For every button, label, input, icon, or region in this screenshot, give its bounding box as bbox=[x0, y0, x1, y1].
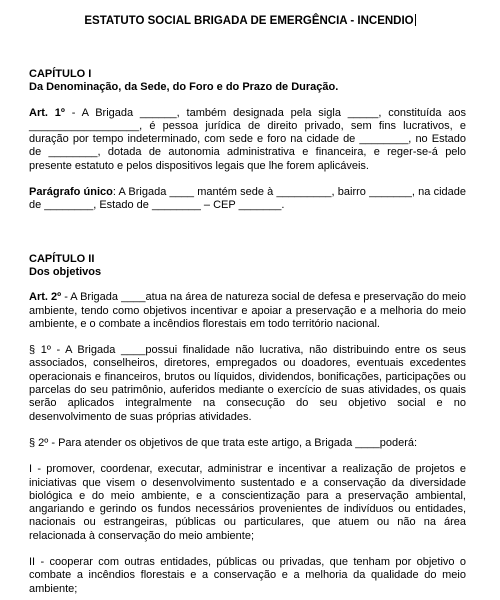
paragrafo-unico-text: : A Brigada ____ mantém sede à _________, bairro _______, na cidade de ________, Estado de ________ – CEP _______. bbox=[29, 186, 466, 212]
chapter-2-heading: CAPÍTULO II bbox=[29, 252, 95, 265]
article-2-text: - A Brigada ____atua na área de natureza social de defesa e preservação do meio ambiente, tendo como objetivos incentivar e apoiar a preservação e a melhoria do meio ambiente, e o combate a incêndios florestais em todo território nacional. bbox=[29, 291, 466, 330]
chapter-1-subheading: Da Denominação, da Sede, do Foro e do Prazo de Duração. bbox=[29, 81, 339, 94]
article-2-label: Art. 2º bbox=[29, 291, 62, 304]
chapter-2-subheading: Dos objetivos bbox=[29, 265, 102, 278]
item-i: I - promover, coordenar, executar, administrar e incentivar a realização de projetos e iniciativas que visem o desenvolvimento sustentado e a conservação da diversidade biológica e do meio ambiente, e a conscientização para a preservação ambiental, angariando e gerindo os fundos necessários provenientes de indivíduos ou entidades, nacionais ou estrangeiras, públicas ou particulares, que atuem ou não na área relacionada à conservação do meio ambiente; bbox=[29, 463, 466, 542]
document-title: ESTATUTO SOCIAL BRIGADA DE EMERGÊNCIA - INCENDIO bbox=[84, 15, 414, 27]
document-body bbox=[29, 68, 466, 596]
chapter-1-heading: CAPÍTULO I bbox=[29, 68, 92, 80]
paragrafo-unico-label: Parágrafo único bbox=[29, 186, 113, 199]
article-2 bbox=[29, 291, 466, 331]
paragraph-2: § 2º - Para atender os objetivos de que trata este artigo, a Brigada ____poderá: bbox=[29, 436, 418, 449]
article-1-text: - A Brigada ______, também designada pela sigla _____, constituída aos __________________, é pessoa jurídica de direito privado, sem fins lucrativos, e duração por tempo indeterminado, com sede e foro na cidade de ________, no Estado de ________, dotada de autonomia administrativa e financeira, e reger-se-á pelo presente estatuto e pelos dispositivos legais que lhe forem aplicáveis. bbox=[29, 106, 466, 172]
article-1-label: Art. 1º bbox=[29, 106, 65, 119]
text-cursor bbox=[415, 14, 416, 26]
paragraph-1: § 1º - A Brigada ____possui finalidade não lucrativa, não distribuindo entre os seus associados, conselheiros, diretores, empregados ou doadores, eventuais excedentes operacionais e financeiros, brutos ou líquidos, dividendos, bonificações, participações ou parcelas do seu patrimônio, auferidos mediante o exercício de suas atividades, os quais serão aplicados integralmente na consecução do seu objetivo social e no desenvolvimento de suas próprias atividades. bbox=[29, 344, 466, 423]
article-1 bbox=[29, 107, 466, 173]
document-title-line bbox=[0, 14, 500, 28]
paragrafo-unico bbox=[29, 186, 466, 213]
item-ii: II - cooperar com outras entidades, públicas ou privadas, que tenham por objetivo o combate a incêndios florestais e a conservação e a melhoria da qualidade do meio ambiente; bbox=[29, 556, 466, 595]
